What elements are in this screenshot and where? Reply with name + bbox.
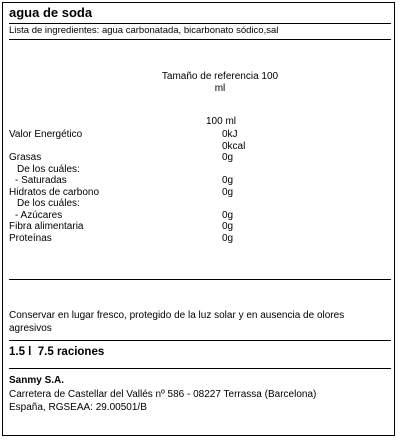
company-address — [9, 388, 316, 414]
nutrition-row — [9, 129, 309, 141]
nutrient-label: Fibra alimentaria — [9, 221, 84, 232]
serving-size: 100 ml — [206, 116, 237, 127]
nutrient-value: 0g — [222, 175, 234, 186]
reference-line-1: Tamaño de referencia 100 — [161, 71, 279, 82]
nutrition-row — [9, 152, 309, 164]
nutrient-label: De los cuáles: — [17, 198, 80, 209]
reference-size — [150, 71, 290, 95]
nutrient-label: - Azúcares — [15, 209, 63, 221]
nutrient-value: 0g — [222, 232, 234, 244]
ingredients-list: Lista de ingredientes: agua carbonatada, bicarbonato sódico,sal — [9, 25, 279, 36]
divider — [9, 340, 391, 341]
nutrient-value: 0g — [222, 209, 234, 221]
divider — [9, 39, 391, 40]
nutrient-value: 0g — [222, 221, 234, 232]
divider — [9, 23, 391, 24]
volume-servings: 1.5 l 7.5 raciones — [9, 346, 105, 358]
nutrient-label: Valor Energético — [9, 129, 83, 140]
nutrient-label: De los cuáles: — [17, 163, 80, 175]
nutrition-row — [9, 141, 309, 153]
nutrient-label: Grasas — [9, 152, 42, 163]
nutrition-row — [9, 175, 309, 187]
nutrient-label: Hidratos de carbono — [9, 186, 100, 198]
nutrition-row — [9, 221, 309, 233]
nutrient-value: 0g — [222, 152, 234, 163]
nutrient-value: 0kJ — [222, 129, 238, 140]
storage-instructions: Conservar en lugar fresco, protegido de la luz solar y en ausencia de olores agresivos — [9, 310, 345, 334]
divider — [9, 368, 391, 369]
nutrient-value: 0kcal — [222, 140, 246, 152]
divider — [9, 279, 391, 280]
nutrition-row — [9, 164, 309, 176]
company-name: Sanmy S.A. — [9, 375, 65, 386]
nutrition-row — [9, 187, 309, 199]
nutrition-row — [9, 210, 309, 222]
product-title: agua de soda — [9, 5, 93, 20]
nutrient-label: - Saturadas — [15, 175, 67, 186]
nutrition-row — [9, 198, 309, 210]
nutrition-row — [9, 233, 309, 245]
reference-line-2: ml — [214, 83, 226, 94]
address-line-2: España, RGSEAA: 29.00501/B — [9, 402, 147, 413]
address-line-1: Carretera de Castellar del Vallés nº 586 - 08227 Terrassa (Barcelona) — [9, 389, 317, 400]
nutrient-value: 0g — [222, 186, 234, 198]
nutrient-label: Proteínas — [9, 232, 52, 244]
nutrition-table — [9, 129, 309, 244]
